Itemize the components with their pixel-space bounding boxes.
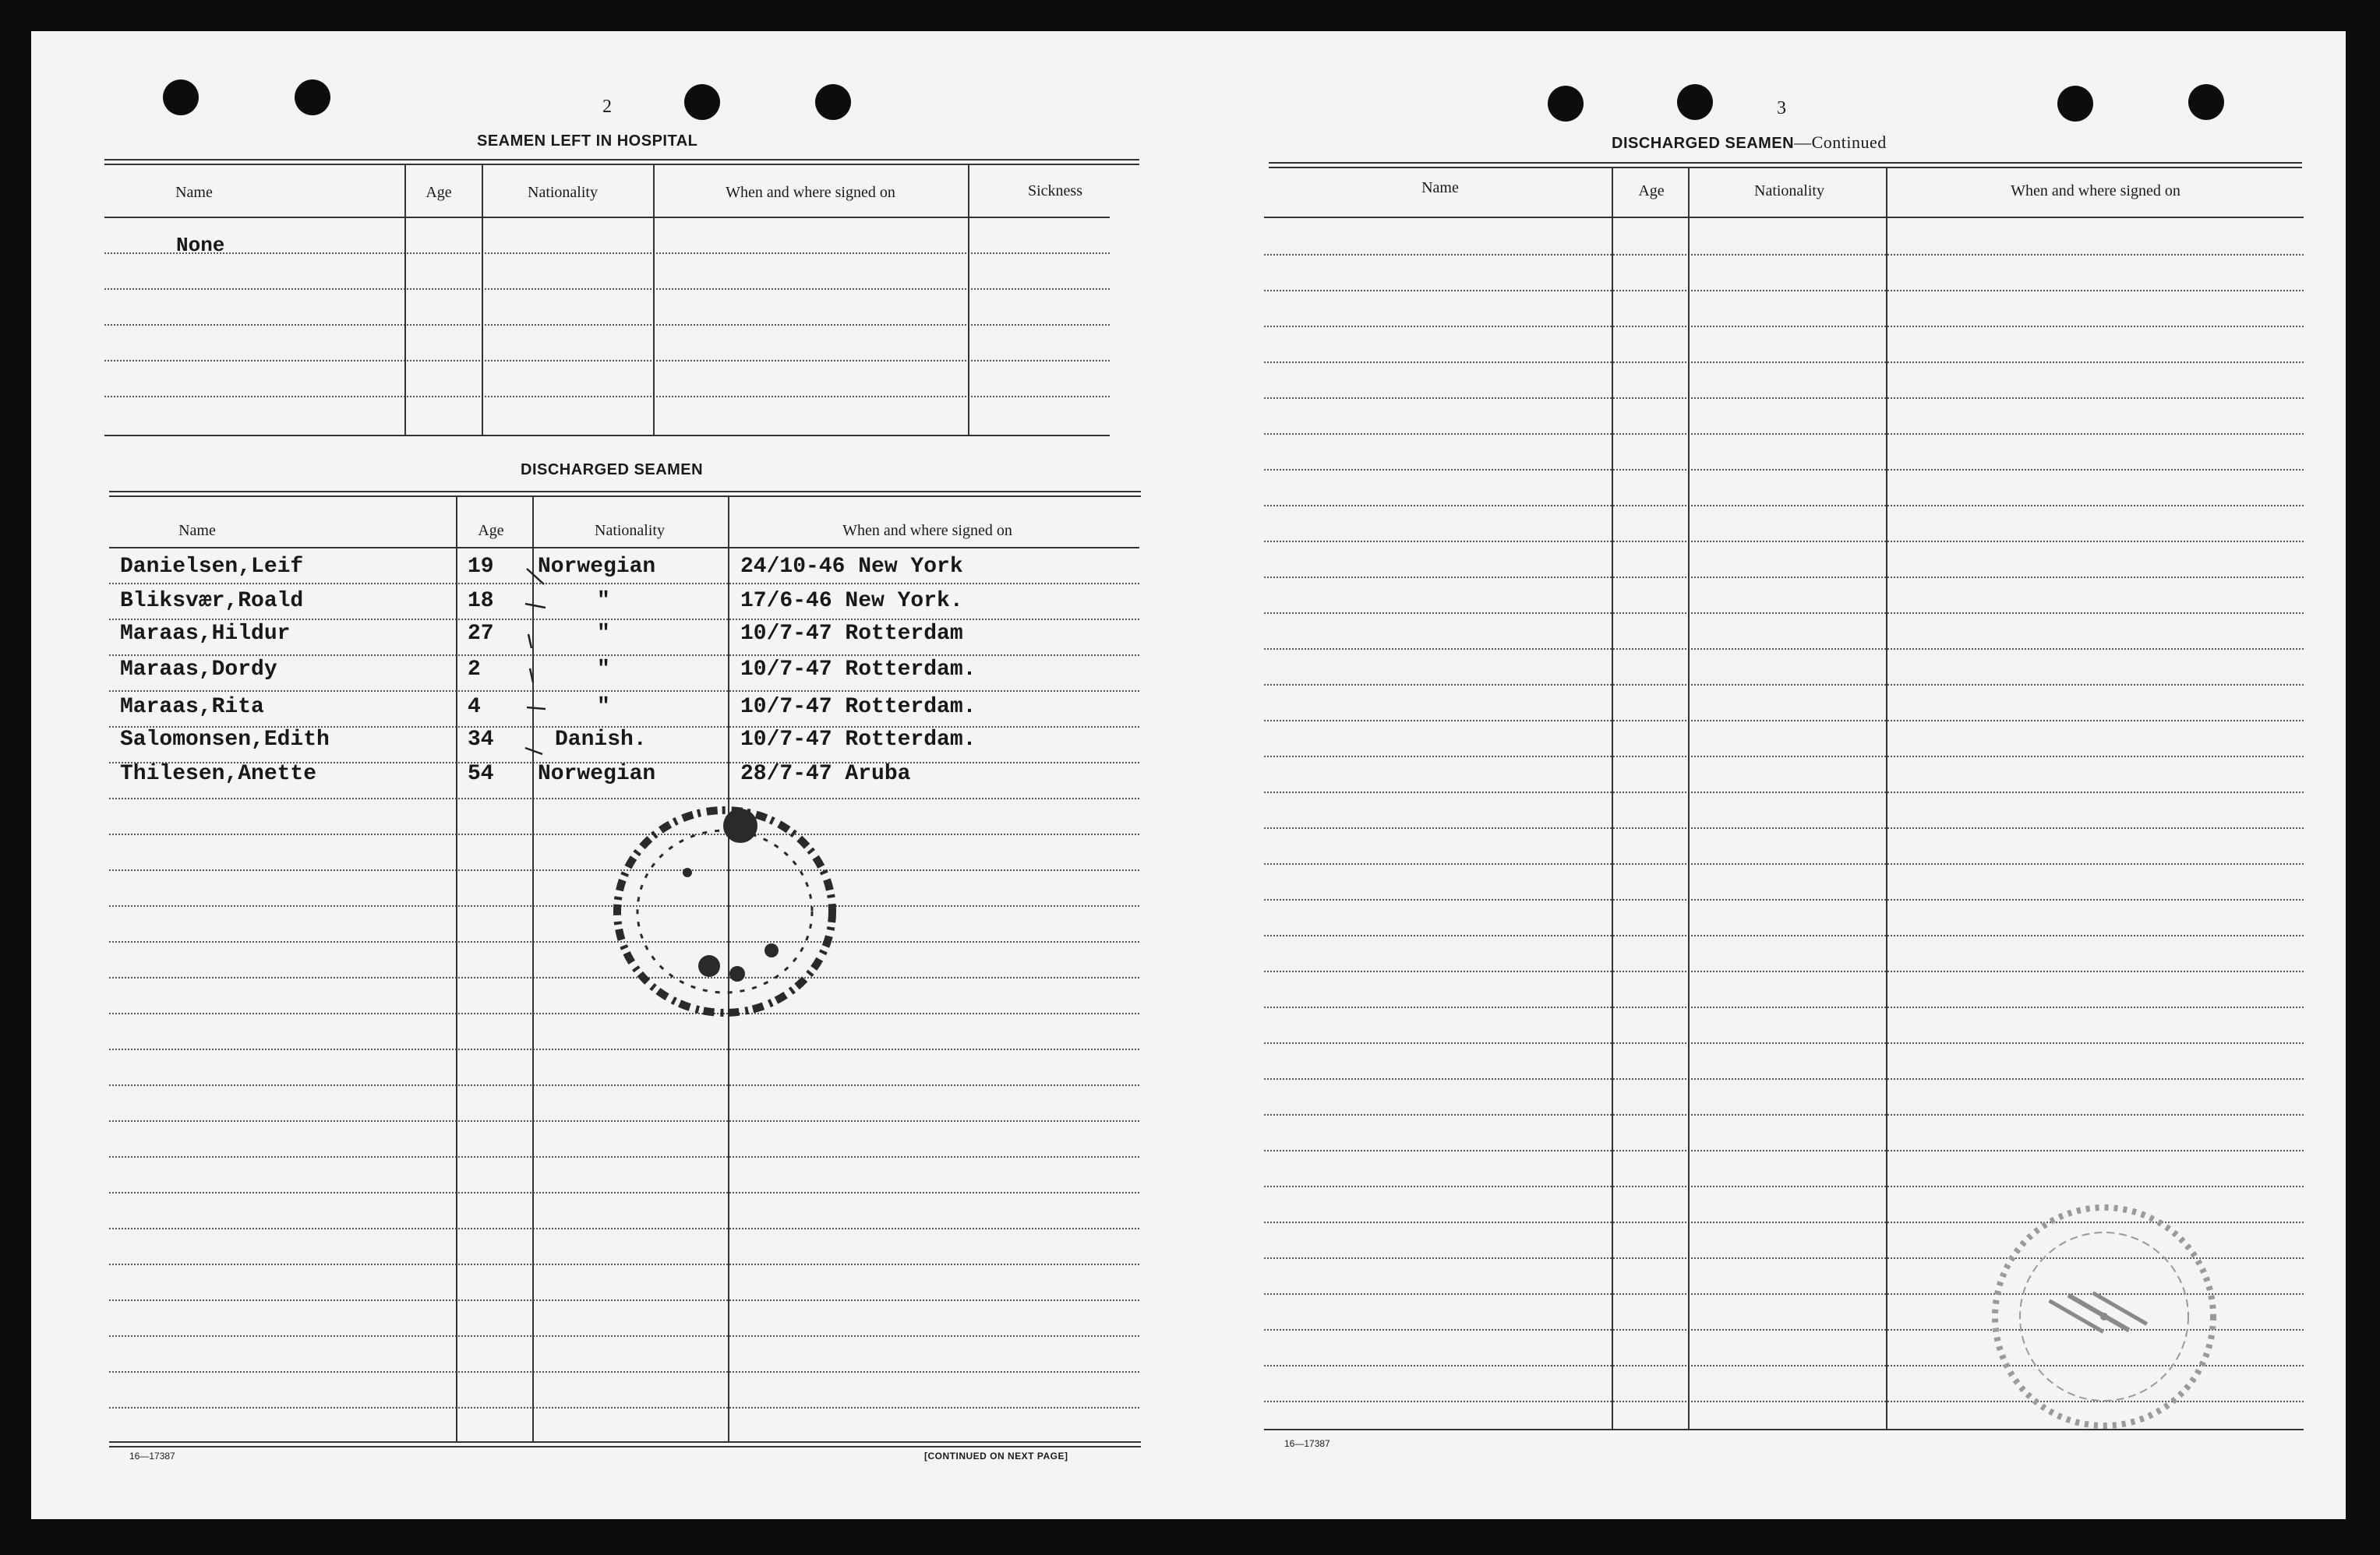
discharged-section-title: DISCHARGED SEAMEN <box>521 461 704 478</box>
ruled-line <box>104 288 1110 290</box>
ruled-line <box>109 1049 1139 1050</box>
customs-stamp <box>600 779 849 1044</box>
ruled-line <box>1264 1114 2304 1116</box>
ruled-line <box>1264 1078 2304 1080</box>
row-nationality: Norwegian <box>538 555 656 579</box>
hospital-header-signed: When and where signed on <box>726 184 895 201</box>
ruled-line <box>1264 397 2304 399</box>
row-nationality: Danish. <box>555 728 647 752</box>
discharged-col-divider <box>456 495 457 1441</box>
right-section-title <box>1612 132 1887 153</box>
ruled-line <box>109 1228 1139 1229</box>
punch-hole <box>2057 86 2093 122</box>
row-signed: 10/7-47 Rotterdam. <box>740 658 976 682</box>
row-nationality: Norwegian <box>538 762 656 786</box>
hospital-col-divider <box>653 164 655 435</box>
right-header-signed: When and where signed on <box>2011 182 2180 199</box>
hospital-header-age: Age <box>426 184 452 201</box>
ruled-line <box>104 324 1110 326</box>
hospital-col-divider <box>482 164 483 435</box>
row-signed: 10/7-47 Rotterdam. <box>740 695 976 719</box>
document-sheet <box>31 31 2346 1519</box>
hospital-section-title: SEAMEN LEFT IN HOSPITAL <box>477 132 698 150</box>
row-nationality: " <box>597 658 610 682</box>
ruled-line <box>104 396 1110 397</box>
punch-hole <box>1548 86 1584 122</box>
right-col-divider <box>1886 167 1887 1429</box>
row-age: 18 <box>468 589 494 613</box>
right-header-nationality: Nationality <box>1754 182 1824 199</box>
row-signed: 28/7-47 Aruba <box>740 762 911 786</box>
ruled-line <box>109 654 1139 656</box>
row-name: Maraas,Hildur <box>120 622 291 646</box>
ruled-line <box>1264 1150 2304 1151</box>
punch-hole <box>684 84 720 120</box>
row-name: Maraas,Rita <box>120 695 264 719</box>
hospital-col-divider <box>968 164 969 435</box>
discharged-header-nationality: Nationality <box>595 522 665 539</box>
punch-hole <box>2188 84 2224 120</box>
ruled-line <box>1264 935 2304 936</box>
ruled-line <box>1264 505 2304 506</box>
ruled-line <box>1264 326 2304 327</box>
punch-hole <box>815 84 851 120</box>
right-col-divider <box>1688 167 1690 1429</box>
row-nationality: " <box>597 622 610 646</box>
ruled-line <box>1264 684 2304 686</box>
ruled-line <box>1264 648 2304 650</box>
row-name: Maraas,Dordy <box>120 658 277 682</box>
ruled-line <box>109 690 1139 692</box>
hospital-col-divider <box>404 164 406 435</box>
hospital-header-sickness: Sickness <box>1028 182 1082 199</box>
ruled-line <box>109 1084 1139 1086</box>
hospital-none-entry: None <box>176 234 225 257</box>
hospital-header-name: Name <box>175 184 213 201</box>
right-top-rule <box>1269 162 2302 168</box>
ruled-line <box>109 1264 1139 1265</box>
row-name: Salomonsen,Edith <box>120 728 330 752</box>
ruled-line <box>1264 254 2304 256</box>
row-signed: 10/7-47 Rotterdam. <box>740 728 976 752</box>
row-age: 54 <box>468 762 494 786</box>
ruled-line <box>1264 433 2304 435</box>
ruled-line <box>109 1299 1139 1301</box>
row-age: 2 <box>468 658 481 682</box>
ruled-line <box>109 1156 1139 1158</box>
right-header-name: Name <box>1421 179 1459 196</box>
right-form-number: 16—17387 <box>1284 1438 1330 1449</box>
left-page-number: 2 <box>602 97 612 117</box>
ruled-line <box>1264 899 2304 901</box>
ruled-line <box>1264 971 2304 972</box>
tick-marks <box>522 561 577 795</box>
right-title-suffix: —Continued <box>1794 132 1887 152</box>
hospital-bottom-rule <box>104 435 1110 436</box>
ruled-line <box>1264 361 2304 363</box>
row-signed: 17/6-46 New York. <box>740 589 963 613</box>
hospital-header-rule <box>104 217 1110 218</box>
ruled-line <box>104 360 1110 361</box>
hospital-header-nationality: Nationality <box>528 184 598 201</box>
ruled-line <box>1264 1042 2304 1044</box>
ruled-line <box>104 252 1110 254</box>
right-header-rule <box>1264 217 2304 218</box>
row-age: 19 <box>468 555 494 579</box>
ruled-line <box>1264 756 2304 757</box>
ruled-line <box>1264 1186 2304 1187</box>
row-name: Thilesen,Anette <box>120 762 317 786</box>
ruled-line <box>1264 792 2304 793</box>
row-signed: 10/7-47 Rotterdam <box>740 622 963 646</box>
ruled-line <box>1264 577 2304 578</box>
discharged-header-name: Name <box>178 522 216 539</box>
row-nationality: " <box>597 589 610 613</box>
discharged-header-age: Age <box>478 522 504 539</box>
ruled-line <box>109 1335 1139 1337</box>
left-form-number: 16—17387 <box>129 1451 175 1462</box>
ruled-line <box>109 619 1139 620</box>
discharged-bottom-rule <box>109 1441 1141 1447</box>
row-name: Danielsen,Leif <box>120 555 304 579</box>
port-stamp <box>1979 1192 2229 1441</box>
continued-note: [CONTINUED ON NEXT PAGE] <box>924 1451 1068 1462</box>
right-page-number: 3 <box>1777 98 1786 118</box>
ruled-line <box>1264 827 2304 829</box>
ruled-line <box>1264 541 2304 542</box>
row-signed: 24/10-46 New York <box>740 555 963 579</box>
right-title-main: DISCHARGED SEAMEN <box>1612 135 1795 152</box>
punch-hole <box>163 79 199 115</box>
right-col-divider <box>1612 167 1613 1429</box>
ruled-line <box>1264 290 2304 291</box>
ruled-line <box>109 583 1139 584</box>
ruled-line <box>109 1192 1139 1194</box>
ruled-line <box>1264 612 2304 614</box>
row-age: 4 <box>468 695 481 719</box>
hospital-top-rule <box>104 159 1139 165</box>
ruled-line <box>1264 1007 2304 1008</box>
ruled-line <box>1264 720 2304 721</box>
ruled-line <box>1264 863 2304 865</box>
ruled-line <box>109 1407 1139 1409</box>
ruled-line <box>1264 469 2304 471</box>
row-name: Bliksvær,Roald <box>120 589 304 613</box>
row-age: 34 <box>468 728 494 752</box>
right-header-age: Age <box>1638 182 1665 199</box>
punch-hole <box>295 79 330 115</box>
row-nationality: " <box>597 695 610 719</box>
discharged-top-rule <box>109 491 1141 497</box>
ruled-line <box>109 1371 1139 1373</box>
punch-hole <box>1677 84 1713 120</box>
row-age: 27 <box>468 622 494 646</box>
discharged-header-signed: When and where signed on <box>842 522 1012 539</box>
discharged-header-rule <box>109 547 1139 548</box>
ruled-line <box>109 1120 1139 1122</box>
